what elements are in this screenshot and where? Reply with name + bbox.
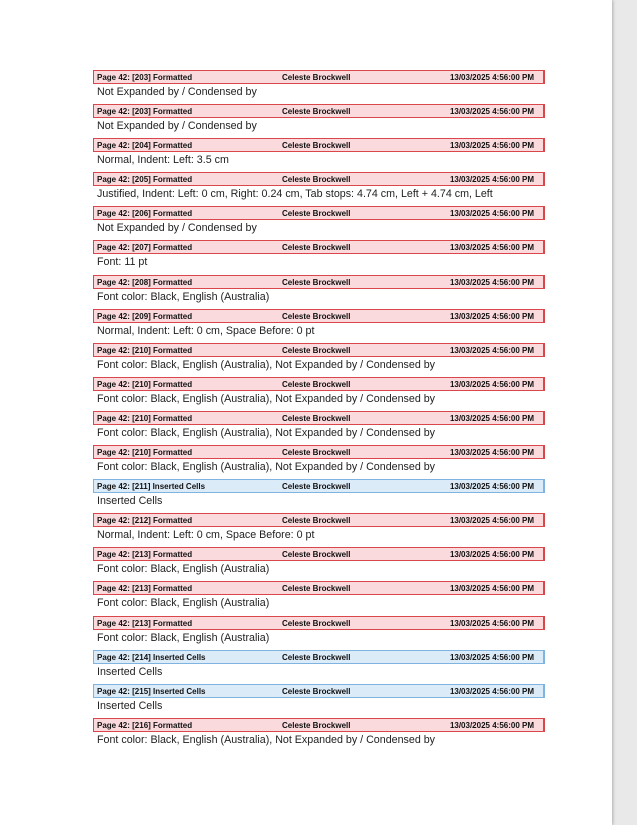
revision-label: Page 42: [214] Inserted Cells xyxy=(97,652,206,662)
revision-author: Celeste Brockwell xyxy=(282,413,351,423)
revision-description: Font color: Black, English (Australia), Not Expanded by / Condensed by xyxy=(97,426,436,439)
revision-description: Justified, Indent: Left: 0 cm, Right: 0.24 cm, Tab stops: 4.74 cm, Left + 4.74 cm, Left xyxy=(97,188,493,201)
revision-description: Font color: Black, English (Australia) xyxy=(97,597,270,610)
revision-description: Font: 11 pt xyxy=(97,256,148,269)
revision-description: Font color: Black, English (Australia), Not Expanded by / Condensed by xyxy=(97,733,436,746)
revision-entry xyxy=(93,718,545,752)
revision-label: Page 42: [205] Formatted xyxy=(97,175,193,185)
revision-entry xyxy=(93,479,545,513)
revision-description: Inserted Cells xyxy=(97,665,163,678)
revision-description: Font color: Black, English (Australia) xyxy=(97,631,270,644)
revision-author: Celeste Brockwell xyxy=(282,243,351,253)
revision-label: Page 42: [210] Formatted xyxy=(97,379,193,389)
revision-description: Normal, Indent: Left: 0 cm, Space Before: 0 pt xyxy=(97,529,315,542)
revision-author: Celeste Brockwell xyxy=(282,175,351,185)
revision-header[interactable] xyxy=(93,650,545,664)
revision-header[interactable] xyxy=(93,138,545,152)
revision-date: 13/03/2025 4:56:00 PM xyxy=(449,584,534,594)
revision-entry xyxy=(93,377,545,411)
revision-date: 13/03/2025 4:56:00 PM xyxy=(449,277,534,287)
revision-header[interactable] xyxy=(93,718,545,732)
revision-header[interactable] xyxy=(93,172,545,186)
revision-entry xyxy=(93,343,545,377)
revision-author: Celeste Brockwell xyxy=(282,720,351,730)
revision-description: Normal, Indent: Left: 0 cm, Space Before: 0 pt xyxy=(97,324,315,337)
revision-date: 13/03/2025 4:56:00 PM xyxy=(449,175,534,185)
revision-label: Page 42: [215] Inserted Cells xyxy=(97,686,206,696)
revision-entry xyxy=(93,411,545,445)
revision-label: Page 42: [209] Formatted xyxy=(97,311,193,321)
revision-description: Font color: Black, English (Australia) xyxy=(97,563,270,576)
revision-label: Page 42: [208] Formatted xyxy=(97,277,193,287)
revision-header[interactable] xyxy=(93,206,545,220)
revision-header[interactable] xyxy=(93,547,545,561)
revision-header[interactable] xyxy=(93,411,545,425)
revision-author: Celeste Brockwell xyxy=(282,516,351,526)
revision-label: Page 42: [213] Formatted xyxy=(97,618,193,628)
revision-label: Page 42: [210] Formatted xyxy=(97,345,193,355)
revision-date: 13/03/2025 4:56:00 PM xyxy=(449,720,534,730)
revision-header[interactable] xyxy=(93,309,545,323)
revision-label: Page 42: [211] Inserted Cells xyxy=(97,482,206,492)
revision-label: Page 42: [212] Formatted xyxy=(97,516,193,526)
revision-author: Celeste Brockwell xyxy=(282,618,351,628)
revision-entry xyxy=(93,275,545,309)
revision-entry xyxy=(93,650,545,684)
revision-author: Celeste Brockwell xyxy=(282,277,351,287)
revision-header[interactable] xyxy=(93,445,545,459)
revision-header[interactable] xyxy=(93,684,545,698)
revision-description: Font color: Black, English (Australia), Not Expanded by / Condensed by xyxy=(97,392,436,405)
revision-author: Celeste Brockwell xyxy=(282,379,351,389)
revision-date: 13/03/2025 4:56:00 PM xyxy=(449,618,534,628)
revision-author: Celeste Brockwell xyxy=(282,311,351,321)
revision-author: Celeste Brockwell xyxy=(282,107,351,117)
revision-header[interactable] xyxy=(93,275,545,289)
revision-entry xyxy=(93,206,545,240)
revision-header[interactable] xyxy=(93,240,545,254)
revision-entry xyxy=(93,547,545,581)
revision-date: 13/03/2025 4:56:00 PM xyxy=(449,73,534,82)
revision-author: Celeste Brockwell xyxy=(282,652,351,662)
revision-label: Page 42: [203] Formatted xyxy=(97,73,193,82)
revision-description: Font color: Black, English (Australia), Not Expanded by / Condensed by xyxy=(97,461,436,474)
revision-date: 13/03/2025 4:56:00 PM xyxy=(449,345,534,355)
revision-list xyxy=(93,70,545,752)
revision-author: Celeste Brockwell xyxy=(282,448,351,458)
revision-header[interactable] xyxy=(93,104,545,118)
revision-date: 13/03/2025 4:56:00 PM xyxy=(449,550,534,560)
revision-author: Celeste Brockwell xyxy=(282,73,351,82)
revision-entry xyxy=(93,309,545,343)
revision-date: 13/03/2025 4:56:00 PM xyxy=(449,652,534,662)
revision-header[interactable] xyxy=(93,616,545,630)
revision-description: Font color: Black, English (Australia) xyxy=(97,290,270,303)
revision-label: Page 42: [210] Formatted xyxy=(97,448,193,458)
revision-description: Inserted Cells xyxy=(97,495,163,508)
revision-author: Celeste Brockwell xyxy=(282,686,351,696)
revision-date: 13/03/2025 4:56:00 PM xyxy=(449,107,534,117)
revision-label: Page 42: [203] Formatted xyxy=(97,107,193,117)
revision-author: Celeste Brockwell xyxy=(282,345,351,355)
revision-date: 13/03/2025 4:56:00 PM xyxy=(449,482,534,492)
revision-header[interactable] xyxy=(93,513,545,527)
revision-header[interactable] xyxy=(93,581,545,595)
revision-date: 13/03/2025 4:56:00 PM xyxy=(449,209,534,219)
revision-date: 13/03/2025 4:56:00 PM xyxy=(449,243,534,253)
revision-date: 13/03/2025 4:56:00 PM xyxy=(449,516,534,526)
revision-date: 13/03/2025 4:56:00 PM xyxy=(449,413,534,423)
revision-description: Font color: Black, English (Australia), Not Expanded by / Condensed by xyxy=(97,358,436,371)
revision-author: Celeste Brockwell xyxy=(282,209,351,219)
revision-label: Page 42: [210] Formatted xyxy=(97,413,193,423)
revision-entry xyxy=(93,684,545,718)
revision-description: Inserted Cells xyxy=(97,699,163,712)
revision-label: Page 42: [204] Formatted xyxy=(97,141,193,151)
revision-entry xyxy=(93,616,545,650)
revision-label: Page 42: [207] Formatted xyxy=(97,243,193,253)
revision-date: 13/03/2025 4:56:00 PM xyxy=(449,686,534,696)
revision-author: Celeste Brockwell xyxy=(282,584,351,594)
revision-header[interactable] xyxy=(93,343,545,357)
revision-entry xyxy=(93,581,545,615)
revision-entry xyxy=(93,240,545,274)
revision-author: Celeste Brockwell xyxy=(282,141,351,151)
revision-date: 13/03/2025 4:56:00 PM xyxy=(449,379,534,389)
revision-entry xyxy=(93,138,545,172)
revision-date: 13/03/2025 4:56:00 PM xyxy=(449,448,534,458)
revision-description: Not Expanded by / Condensed by xyxy=(97,86,257,98)
revision-description: Not Expanded by / Condensed by xyxy=(97,222,257,235)
revision-date: 13/03/2025 4:56:00 PM xyxy=(449,141,534,151)
revision-header[interactable] xyxy=(93,377,545,391)
revision-author: Celeste Brockwell xyxy=(282,550,351,560)
revision-author: Celeste Brockwell xyxy=(282,482,351,492)
revision-entry xyxy=(93,445,545,479)
revision-date: 13/03/2025 4:56:00 PM xyxy=(449,311,534,321)
revision-label: Page 42: [213] Formatted xyxy=(97,550,193,560)
revision-description: Not Expanded by / Condensed by xyxy=(97,120,257,133)
revision-label: Page 42: [206] Formatted xyxy=(97,209,193,219)
revision-description: Normal, Indent: Left: 3.5 cm xyxy=(97,154,229,167)
revision-entry xyxy=(93,70,545,104)
revision-label: Page 42: [216] Formatted xyxy=(97,720,193,730)
revision-header[interactable] xyxy=(93,70,545,84)
revision-header[interactable] xyxy=(93,479,545,493)
revision-entry xyxy=(93,104,545,138)
revision-label: Page 42: [213] Formatted xyxy=(97,584,193,594)
revision-entry xyxy=(93,513,545,547)
revision-entry xyxy=(93,172,545,206)
